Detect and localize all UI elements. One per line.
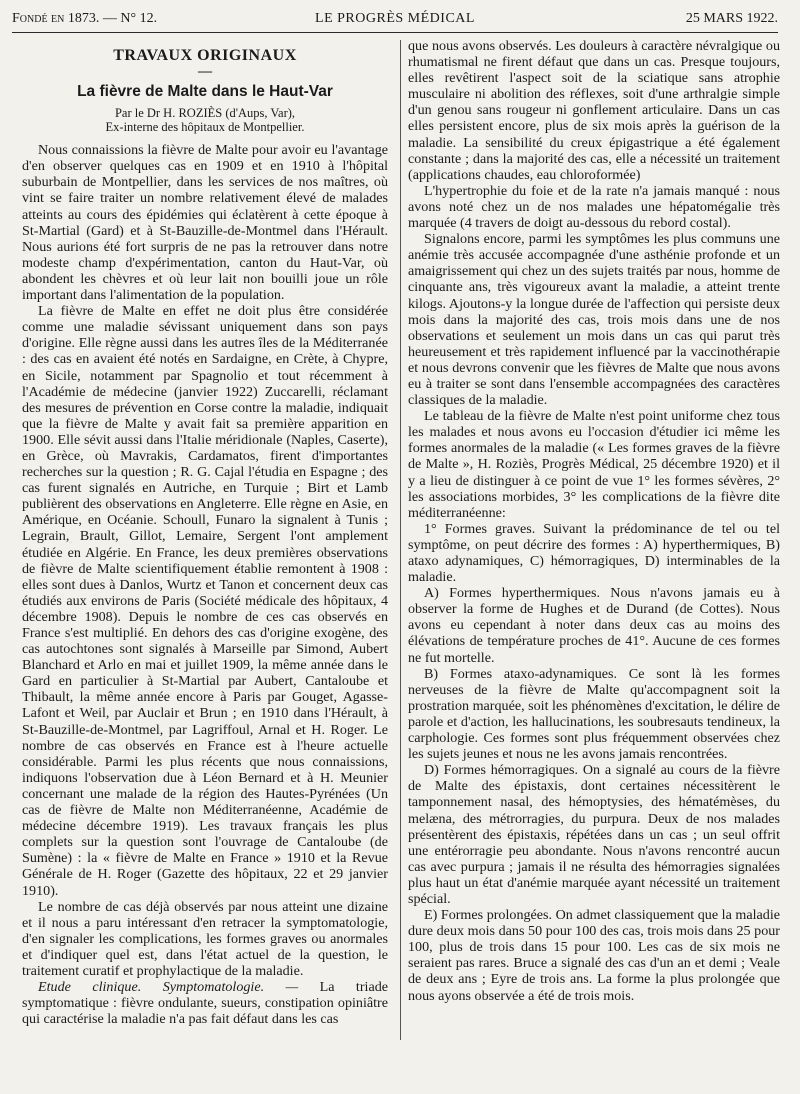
paragraph: D) Formes hémorragiques. On a signalé au cours de la fièvre de Malte des épistaxis, dont certaines nécessitèrent le tamponnement nasal, des hémoptysies, des hématémèses, du melæna, des métrorragies, du purpura. Deux de nos malades présentèrent des épistaxis, répétées dans un cas ; un seul offrit une entérorragie peu abondante. Nous n'avons rencontré aucun cas avec purpura ; jamais il ne résulta des hémorragies signalées plus haut un état d'anémie marquée ayant nécessité un traitement spécial. [408,762,780,907]
founded-issue: Fondé en 1873. — N° 12. [12,11,158,26]
author-affiliation: Ex-interne des hôpitaux de Montpellier. [105,120,305,135]
paragraph: Le tableau de la fièvre de Malte n'est point uniforme chez tous les malades et nous avons eu l'occasion d'étudier ici même les formes anormales de la maladie (« Les formes graves de la fièvre de Malte », H. Roziès, Progrès Médical, 25 décembre 1920) et il y a lieu de distinguer à ce point de vue 1° les formes sévères, 2° les associations morbides, 3° les complications de la fièvre dite méditerranéenne: [408,408,780,521]
paragraph: La fièvre de Malte en effet ne doit plus être considérée comme une maladie sévissant uniquement dans son pays d'origine. Elle règne aussi dans les autres îles de la Méditerranée : des cas en avaient été notés en Sardaigne, en Crète, à Chypre, en Sicile, notamment par Spagnolio et tout récemment à l'Académie de médecine (janvier 1922) Zuccarelli, réclamant des mesures de prévention en Corse contre la maladie, indiquait que la fièvre de Malte y avait fait sa première apparition en 1900. Elle sévit aussi dans l'Italie méridionale (Naples, Caserte), en Grèce, où Mavrakis, Cardamatos, firent d'importantes recherches sur la question ; R. G. Cajal l'étudia en Espagne ; des cas furent signalés en Autriche, en Turquie ; Birt et Lamb publièrent des observations en Angleterre. Elle règne en Asie, en Amérique, en Océanie. Schoull, Funaro la signalent à Tunis ; Legrain, Brault, Gillot, Lemaire, Sergent l'ont amplement étudiée en Algérie. En France, les deux premières observations de fièvre de Malte scientifiquement établie remontent à 1908 : elles sont dues à Danlos, Wurtz et Tanon et concernent deux cas étudiés aux environs de Paris (Société médicale des hôpitaux, 4 décembre 1908). Depuis le nombre de ces cas observés en France s'est multiplié. En dehors des cas d'origine exogène, des cas autochtones sont signalés à Marseille par Simond, Aubert Blanchard et Arlo en mai et juillet 1909, la même année dans le Gard en particulier à St-Martial par Aubert, Cantaloube et Thibault, la même année encore à Paris par Gouget, Agasse-Lafont et Weil, par Auclair et Brun ; en 1910 dans l'Hérault, à St-Bauzille-de-Montmel, par Lagriffoul, Arnal et H. Roger. Le nombre de cas observés en France est à l'heure actuelle considérable. Parmi les plus récents que nous connaissions, indiquons l'observation due à Léon Bernard et à H. Meunier concernant une malade de la région des Hautes-Pyrénées (Un cas de fièvre de Malte non Méditerranéenne, Académie de médecine décembre 1919). Les travaux français les plus complets sur la question sont l'ouvrage de Cantaloube (de Sumène) : la « fièvre de Malte en France » 1910 et la Revue Générale de H. Roger (Gazette des hôpitaux, 22 et 29 janvier 1910). [22,303,388,899]
left-column [22,40,388,1027]
column-divider [400,40,401,1040]
paragraph: A) Formes hyperthermiques. Nous n'avons jamais eu à observer la forme de Hughes et de Durand (de Cottes). Nous avons eu cependant à noter dans deux cas au moins des élévations de température proches de 41°. Aucune de ces formes ne fut mortelle. [408,585,780,666]
paragraph: B) Formes ataxo-adynamiques. Ce sont là les formes nerveuses de la fièvre de Malte qu'accompagnent soit la prostration marquée, soit les phénomènes d'excitation, le délire de parole et d'action, les hallucinations, les soubresauts tendineux, la carphologie. Ces formes sont plus fréquemment observées chez les sujets jeunes et nous ne les avons jamais rencontrées. [408,665,780,763]
paragraph: L'hypertrophie du foie et de la rate n'a jamais manqué : nous avons noté chez un de nos malades une hépatomégalie très marquée (4 travers de doigt au-dessous du rebord costal). [408,182,780,232]
section-title: TRAVAUX ORIGINAUX [113,47,297,64]
article-title: La fièvre de Malte dans le Haut-Var [77,83,333,101]
issue-date: 25 MARS 1922. [685,11,778,26]
etude-lead: Etude clinique. Symptomatologie. — [38,979,299,996]
paragraph: Nous connaissions la fièvre de Malte pour avoir eu l'avantage d'en observer quelques cas en 1909 et en 1910 à l'hôpital suburbain de Montpellier, dans les services de nos maîtres, où vint se faire traiter un nombre relativement élevé de malades atteints au cours des épidémies qui éclatèrent à cette époque à St-Martial (Gard) et à St-Bauzille-de-Montmel dans l'Hérault. Nous aurions été fort surpris de ne pas la retrouver dans notre modeste champ d'expérimentation, canton du Haut-Var, où abondent les chèvres et où leur lait non bouilli joue un rôle important dans l'alimentation de la population. [22,142,388,304]
paragraph: que nous avons observés. Les douleurs à caractère névralgique ou rhumatismal ne firent défaut que dans un cas. Presque toujours, elles revêtirent l'aspect soit de la sciatique sans atrophie musculaire ni abolition des réflexes, soit d'une arthralgie simple d'un genou sans rougeur ni gonflement articulaire. Dans un cas elles persistent encore, plus de six mois après la guérison de la maladie. La sensibilité du creux épigastrique a été également constante ; dans la majorité des cas, elle a nécessité un traitement (applications chaudes, eau chloroformée) [408,38,780,183]
paragraph: Le nombre de cas déjà observés par nous atteint une dizaine et il nous a paru intéressant d'en retracer la symptomatologie, d'en signaler les complications, les formes graves ou anormales et d'indiquer quel est, dans l'état actuel de la question, le traitement curatif et prophylactique de la maladie. [22,898,388,979]
paragraph: Signalons encore, parmi les symptômes les plus communs une anémie très accusée accompagnée d'une asthénie profonde et un amaigrissement qui chez un des sujets traités par nous, homme de cinquante ans, très vigoureux avant la maladie, a atteint trente kilogs. Ajoutons-y la longue durée de l'affection qui persiste deux mois dans la majorité des cas, trois mois dans une de nos observations et seulement un mois dans un cas qui parut très heureusement et très rapidement influencé par la vaccinothérapie et nous devrons convenir que les fièvres de Malte que nous avons eu à traiter se sont dans l'ensemble accompagnées des caractères classiques de la maladie. [408,231,780,409]
paragraph: E) Formes prolongées. On admet classiquement que la maladie dure deux mois dans 50 pour 100 des cas, trois mois dans 25 pour 100, plus de trois dans 15 pour 100. Les cas de six mois ne seraient pas rares. Bruce a signalé des cas d'un an et demi ; Veale de deux ans ; Eyre de trois ans. La forme la plus prolongée que nous ayons observée a été de trois mois. [408,907,780,1004]
right-column [408,38,780,1004]
title-dash: — [197,63,213,80]
journal-title: LE PROGRÈS MÉDICAL [315,11,475,26]
author-byline: Par le Dr H. ROZIÈS (d'Aups, Var), [114,106,296,121]
etude-text: La triade symptomatique : fièvre ondulante, sueurs, constipation opiniâtre qui caractérise la maladie n'a pas fait défaut dans les cas [22,979,389,1028]
page-header [12,6,778,33]
paragraph: 1° Formes graves. Suivant la prédominance de tel ou tel symptôme, on peut décrire des formes : A) hyperthermiques, B) ataxo adynamiques, C) hémorragiques, D) interminables de la maladie. [408,520,780,586]
paragraph-etude [22,979,388,1027]
